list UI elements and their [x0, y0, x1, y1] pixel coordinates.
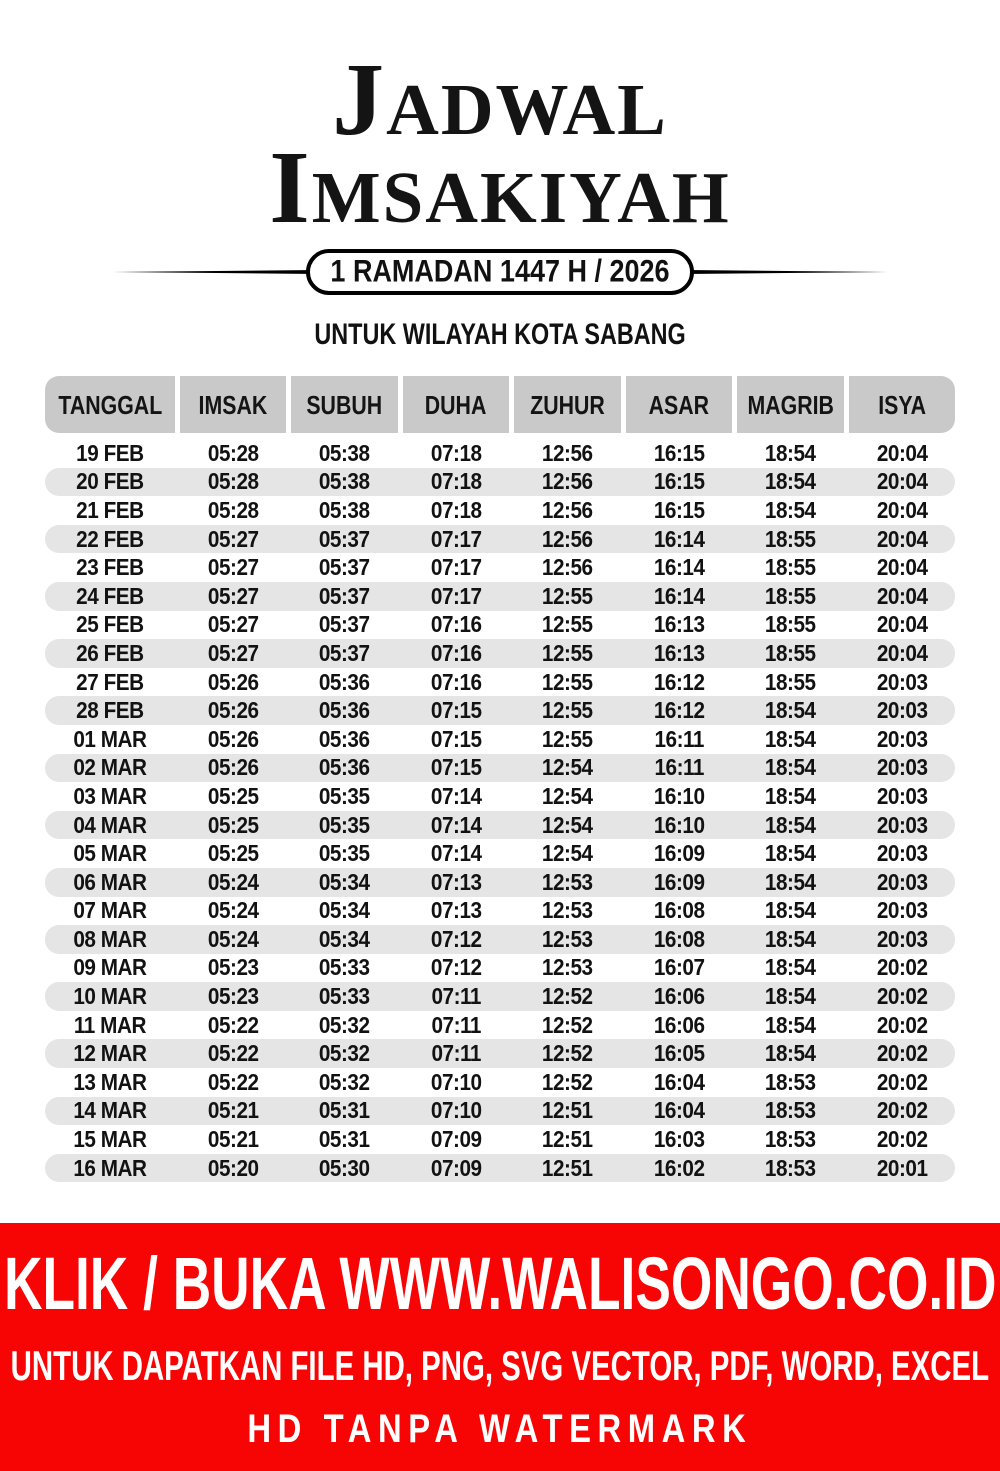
date-cell: 06 MAR: [73, 868, 147, 895]
time-cell: 05:22: [207, 1068, 259, 1095]
promo-banner-url[interactable]: KLIK / BUKA WWW.WALISONGO.CO.ID: [3, 1242, 997, 1325]
time-cell: 07:16: [430, 639, 482, 666]
time-cell: 05:27: [207, 554, 259, 581]
table-header-cell: [737, 376, 843, 433]
time-cell: 07:14: [430, 811, 482, 838]
date-cell: 16 MAR: [73, 1154, 147, 1181]
time-cell: 12:56: [542, 468, 593, 495]
table-row: [45, 668, 955, 697]
time-cell: 05:25: [207, 840, 259, 867]
time-cell: 05:24: [207, 868, 259, 895]
time-cell: 16:12: [653, 668, 705, 695]
table-partial-row-clip: [45, 1154, 955, 1181]
time-cell: 07:13: [430, 897, 482, 924]
time-cell: 20:03: [876, 668, 928, 695]
time-cell: 05:34: [319, 868, 370, 895]
time-cell: 12:55: [542, 611, 593, 638]
time-cell: 12:53: [542, 925, 593, 952]
time-cell: 20:04: [876, 582, 928, 609]
time-cell: 20:02: [876, 1040, 928, 1067]
time-cell: 12:52: [542, 1040, 593, 1067]
time-cell: 20:01: [876, 1154, 928, 1181]
time-cell: 16:06: [653, 1011, 705, 1038]
time-cell: 12:53: [542, 868, 593, 895]
time-cell: 05:34: [319, 897, 370, 924]
date-cell: 14 MAR: [73, 1097, 147, 1124]
time-cell: 16:14: [653, 554, 705, 581]
table-row: [45, 868, 955, 897]
poster-title-line2: Imsakiyah: [269, 130, 731, 245]
title-divider: [0, 248, 1000, 296]
time-cell: 18:54: [764, 439, 816, 466]
date-cell: 01 MAR: [73, 725, 147, 752]
time-cell: 05:37: [319, 611, 370, 638]
date-cell: 24 FEB: [76, 582, 144, 609]
table-header-label: ZUHUR: [530, 389, 605, 420]
time-cell: 16:07: [653, 954, 705, 981]
time-cell: 07:11: [431, 1040, 481, 1067]
table-row: [45, 1097, 955, 1126]
date-cell: 05 MAR: [73, 840, 147, 867]
time-cell: 05:37: [319, 639, 370, 666]
table-row: [45, 639, 955, 668]
time-cell: 18:55: [764, 582, 816, 609]
time-cell: 16:12: [653, 697, 705, 724]
time-cell: 12:56: [542, 554, 593, 581]
region-subtitle-wrap: [0, 320, 1000, 350]
time-cell: 05:22: [207, 1040, 259, 1067]
time-cell: 18:54: [764, 954, 816, 981]
time-cell: 20:04: [876, 496, 928, 523]
time-cell: 05:23: [207, 954, 259, 981]
time-cell: 05:32: [319, 1068, 370, 1095]
time-cell: 05:25: [207, 782, 259, 809]
promo-banner-watermark-note: HD TANPA WATERMARK: [247, 1407, 753, 1451]
date-cell: 08 MAR: [73, 925, 147, 952]
date-cell: 25 FEB: [76, 611, 144, 638]
date-cell: 04 MAR: [73, 811, 147, 838]
time-cell: 16:03: [653, 1126, 705, 1153]
time-cell: 12:51: [542, 1154, 593, 1181]
time-cell: 18:54: [764, 725, 816, 752]
table-header-cell: [45, 376, 175, 433]
time-cell: 12:56: [542, 439, 593, 466]
time-cell: 20:04: [876, 639, 928, 666]
date-cell: 23 FEB: [76, 554, 144, 581]
time-cell: 12:55: [542, 582, 593, 609]
time-cell: 20:03: [876, 782, 928, 809]
time-cell: 20:02: [876, 1126, 928, 1153]
time-cell: 16:05: [653, 1040, 705, 1067]
time-cell: 05:35: [319, 811, 370, 838]
time-cell: 07:16: [430, 668, 482, 695]
time-cell: 05:26: [207, 754, 259, 781]
table-row: [45, 1039, 955, 1068]
time-cell: 18:53: [764, 1097, 816, 1124]
time-cell: 07:10: [430, 1068, 482, 1095]
time-cell: 07:18: [430, 439, 482, 466]
time-cell: 05:36: [319, 725, 370, 752]
date-cell: 22 FEB: [76, 525, 144, 552]
table-row: [45, 496, 955, 525]
time-cell: 05:38: [319, 468, 370, 495]
time-cell: 18:54: [764, 496, 816, 523]
time-cell: 16:15: [653, 468, 705, 495]
time-cell: 12:54: [542, 782, 593, 809]
table-header-row: [45, 376, 955, 433]
time-cell: 16:09: [653, 868, 705, 895]
time-cell: 18:55: [764, 611, 816, 638]
time-cell: 18:54: [764, 925, 816, 952]
time-cell: 16:13: [653, 639, 705, 666]
time-cell: 05:24: [207, 925, 259, 952]
time-cell: 18:54: [764, 983, 816, 1010]
time-cell: 12:54: [542, 811, 593, 838]
time-cell: 05:26: [207, 668, 259, 695]
time-cell: 05:37: [319, 554, 370, 581]
time-cell: 05:20: [207, 1154, 259, 1181]
time-cell: 16:10: [653, 782, 705, 809]
time-cell: 05:35: [319, 782, 370, 809]
time-cell: 05:28: [207, 496, 259, 523]
promo-banner-formats: UNTUK DAPATKAN FILE HD, PNG, SVG VECTOR, PDF, WORD, EXCEL: [10, 1342, 990, 1389]
time-cell: 05:37: [319, 525, 370, 552]
time-cell: 07:09: [430, 1126, 482, 1153]
time-cell: 20:03: [876, 897, 928, 924]
promo-banner: [0, 1223, 1000, 1471]
time-cell: 07:15: [430, 754, 482, 781]
time-cell: 05:38: [319, 496, 370, 523]
table-row: [45, 897, 955, 926]
time-cell: 16:04: [653, 1097, 705, 1124]
table-header-cell: [514, 376, 620, 433]
time-cell: 05:32: [319, 1011, 370, 1038]
time-cell: 05:31: [319, 1097, 370, 1124]
table-header-label: MAGRIB: [747, 389, 834, 420]
table-body: [45, 439, 955, 1154]
time-cell: 16:14: [653, 525, 705, 552]
poster-title: [0, 42, 1000, 245]
table-header-label: ISYA: [877, 389, 926, 420]
time-cell: 05:34: [319, 925, 370, 952]
date-cell: 09 MAR: [73, 954, 147, 981]
time-cell: 07:11: [431, 983, 481, 1010]
time-cell: 05:36: [319, 754, 370, 781]
table-row: [45, 468, 955, 497]
time-cell: 07:18: [430, 496, 482, 523]
table-row: [45, 582, 955, 611]
time-cell: 16:11: [654, 754, 704, 781]
date-cell: 19 FEB: [76, 439, 144, 466]
time-cell: 20:03: [876, 925, 928, 952]
time-cell: 07:17: [430, 582, 482, 609]
time-cell: 07:17: [430, 554, 482, 581]
table-row: [45, 811, 955, 840]
time-cell: 05:23: [207, 983, 259, 1010]
time-cell: 05:31: [319, 1126, 370, 1153]
date-cell: 10 MAR: [73, 983, 147, 1010]
time-cell: 16:15: [653, 439, 705, 466]
time-cell: 16:09: [653, 840, 705, 867]
time-cell: 20:02: [876, 1068, 928, 1095]
time-cell: 05:26: [207, 697, 259, 724]
time-cell: 20:04: [876, 468, 928, 495]
date-cell: 20 FEB: [76, 468, 144, 495]
time-cell: 12:54: [542, 754, 593, 781]
table-row: [45, 839, 955, 868]
time-cell: 05:21: [207, 1126, 259, 1153]
table-header-label: TANGGAL: [58, 389, 162, 420]
table-header-cell: [180, 376, 286, 433]
table-header-label: SUBUH: [306, 389, 383, 420]
time-cell: 20:02: [876, 954, 928, 981]
time-cell: 20:03: [876, 697, 928, 724]
time-cell: 20:04: [876, 525, 928, 552]
time-cell: 16:04: [653, 1068, 705, 1095]
date-cell: 03 MAR: [73, 782, 147, 809]
table-row: [45, 782, 955, 811]
time-cell: 18:54: [764, 782, 816, 809]
date-cell: 13 MAR: [73, 1068, 147, 1095]
time-cell: 07:14: [430, 782, 482, 809]
time-cell: 16:13: [653, 611, 705, 638]
time-cell: 05:21: [207, 1097, 259, 1124]
time-cell: 20:03: [876, 725, 928, 752]
time-cell: 05:28: [207, 439, 259, 466]
time-cell: 12:54: [542, 840, 593, 867]
table-row: [45, 954, 955, 983]
time-cell: 16:10: [653, 811, 705, 838]
time-cell: 16:08: [653, 925, 705, 952]
time-cell: 18:54: [764, 1011, 816, 1038]
time-cell: 16:11: [654, 725, 704, 752]
table-row: [45, 553, 955, 582]
table-row: [45, 725, 955, 754]
time-cell: 07:17: [430, 525, 482, 552]
date-cell: 11 MAR: [73, 1011, 146, 1038]
time-cell: 12:55: [542, 697, 593, 724]
time-cell: 18:54: [764, 868, 816, 895]
time-cell: 18:55: [764, 554, 816, 581]
date-cell: 27 FEB: [76, 668, 144, 695]
date-cell: 21 FEB: [76, 496, 144, 523]
time-cell: 20:04: [876, 554, 928, 581]
time-cell: 07:09: [430, 1154, 482, 1181]
time-cell: 16:08: [653, 897, 705, 924]
time-cell: 16:06: [653, 983, 705, 1010]
date-cell: 26 FEB: [76, 639, 144, 666]
time-cell: 05:38: [319, 439, 370, 466]
time-cell: 07:16: [430, 611, 482, 638]
table-row: [45, 982, 955, 1011]
prayer-schedule-table: [45, 376, 955, 1181]
table-header-cell: [291, 376, 397, 433]
time-cell: 07:12: [430, 925, 482, 952]
time-cell: 12:55: [542, 725, 593, 752]
table-row: [45, 1068, 955, 1097]
time-cell: 05:27: [207, 639, 259, 666]
time-cell: 07:12: [430, 954, 482, 981]
time-cell: 05:35: [319, 840, 370, 867]
date-cell: 07 MAR: [73, 897, 147, 924]
time-cell: 05:26: [207, 725, 259, 752]
time-cell: 05:25: [207, 811, 259, 838]
time-cell: 20:03: [876, 811, 928, 838]
table-row: [45, 611, 955, 640]
table-row: [45, 925, 955, 954]
time-cell: 12:52: [542, 983, 593, 1010]
time-cell: 05:30: [319, 1154, 370, 1181]
ramadan-year-badge-label: 1 RAMADAN 1447 H / 2026: [330, 253, 670, 289]
time-cell: 20:02: [876, 1011, 928, 1038]
time-cell: 05:33: [319, 983, 370, 1010]
time-cell: 05:27: [207, 611, 259, 638]
time-cell: 12:55: [542, 639, 593, 666]
time-cell: 07:10: [430, 1097, 482, 1124]
time-cell: 05:36: [319, 697, 370, 724]
time-cell: 05:24: [207, 897, 259, 924]
time-cell: 20:03: [876, 754, 928, 781]
time-cell: 05:37: [319, 582, 370, 609]
time-cell: 18:53: [764, 1154, 816, 1181]
time-cell: 18:54: [764, 897, 816, 924]
time-cell: 12:53: [542, 897, 593, 924]
table-row: [45, 696, 955, 725]
time-cell: 18:55: [764, 525, 816, 552]
time-cell: 07:13: [430, 868, 482, 895]
time-cell: 18:54: [764, 811, 816, 838]
time-cell: 18:54: [764, 468, 816, 495]
time-cell: 05:22: [207, 1011, 259, 1038]
time-cell: 12:51: [542, 1126, 593, 1153]
time-cell: 20:04: [876, 439, 928, 466]
time-cell: 12:55: [542, 668, 593, 695]
time-cell: 18:54: [764, 1040, 816, 1067]
time-cell: 07:15: [430, 697, 482, 724]
time-cell: 20:03: [876, 840, 928, 867]
region-subtitle: UNTUK WILAYAH KOTA SABANG: [314, 318, 686, 351]
time-cell: 20:02: [876, 983, 928, 1010]
time-cell: 05:28: [207, 468, 259, 495]
time-cell: 18:53: [764, 1068, 816, 1095]
poster-title-line1: Jadwal: [332, 42, 668, 157]
date-cell: 15 MAR: [73, 1126, 147, 1153]
time-cell: 12:52: [542, 1011, 593, 1038]
time-cell: 12:56: [542, 496, 593, 523]
date-cell: 02 MAR: [73, 754, 147, 781]
time-cell: 20:02: [876, 1097, 928, 1124]
time-cell: 05:33: [319, 954, 370, 981]
table-row: [45, 1011, 955, 1040]
table-header-label: DUHA: [425, 389, 487, 420]
ramadan-year-badge: [306, 249, 693, 295]
time-cell: 12:53: [542, 954, 593, 981]
table-header-cell: [626, 376, 732, 433]
time-cell: 05:27: [207, 582, 259, 609]
time-cell: 05:32: [319, 1040, 370, 1067]
table-row: [45, 1125, 955, 1154]
date-cell: 28 FEB: [76, 697, 144, 724]
table-row: [45, 754, 955, 783]
time-cell: 20:03: [876, 868, 928, 895]
table-header-cell: [403, 376, 509, 433]
time-cell: 18:55: [764, 639, 816, 666]
time-cell: 05:27: [207, 525, 259, 552]
table-row: [45, 439, 955, 468]
time-cell: 16:15: [653, 496, 705, 523]
table-row: [45, 1154, 955, 1183]
time-cell: 07:15: [430, 725, 482, 752]
date-cell: 12 MAR: [73, 1040, 147, 1067]
time-cell: 20:04: [876, 611, 928, 638]
time-cell: 07:18: [430, 468, 482, 495]
time-cell: 05:36: [319, 668, 370, 695]
time-cell: 16:02: [653, 1154, 705, 1181]
time-cell: 12:52: [542, 1068, 593, 1095]
time-cell: 07:14: [430, 840, 482, 867]
time-cell: 18:54: [764, 754, 816, 781]
time-cell: 18:55: [764, 668, 816, 695]
time-cell: 18:54: [764, 697, 816, 724]
table-header-label: IMSAK: [198, 389, 268, 420]
time-cell: 12:56: [542, 525, 593, 552]
table-header-cell: [849, 376, 955, 433]
time-cell: 16:14: [653, 582, 705, 609]
time-cell: 18:54: [764, 840, 816, 867]
time-cell: 07:11: [431, 1011, 481, 1038]
table-header-label: ASAR: [648, 389, 710, 420]
table-row: [45, 525, 955, 554]
time-cell: 18:53: [764, 1126, 816, 1153]
time-cell: 12:51: [542, 1097, 593, 1124]
